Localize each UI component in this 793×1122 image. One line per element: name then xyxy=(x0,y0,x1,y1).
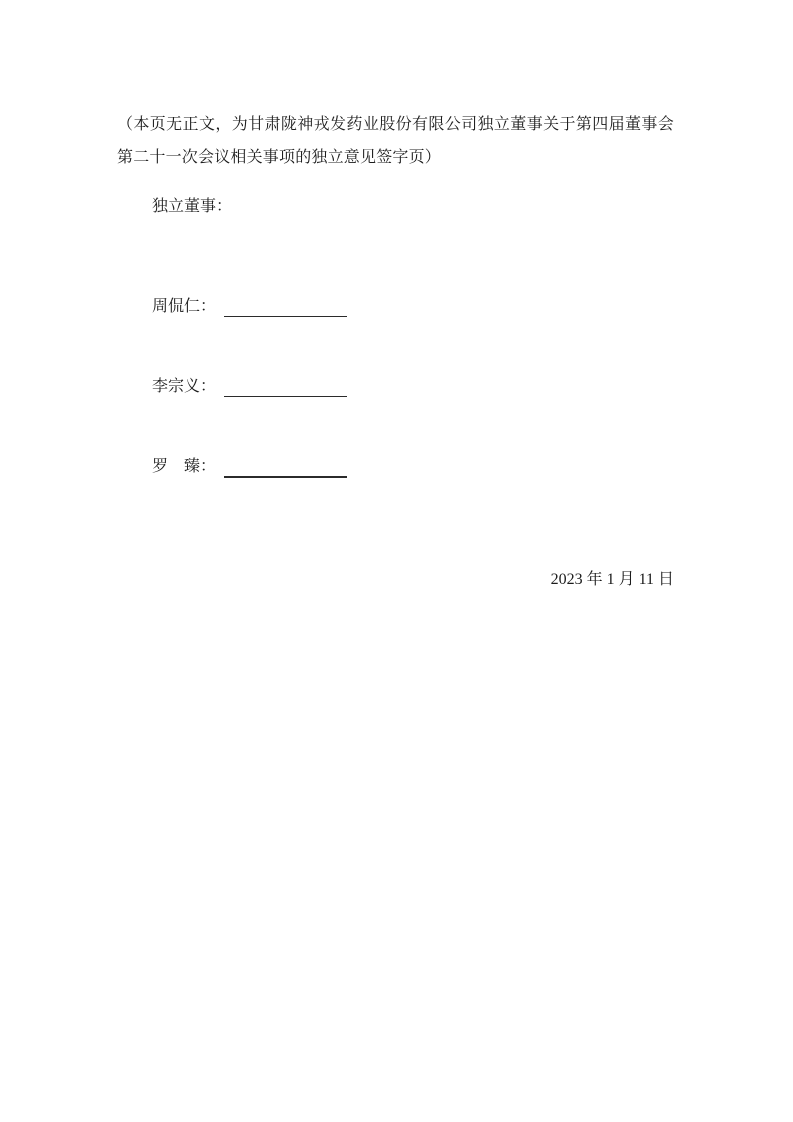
signature-line xyxy=(224,396,347,397)
independent-directors-label: 独立董事： xyxy=(152,198,233,215)
signatory-name: 李宗义： xyxy=(152,378,217,395)
signatory-name: 周侃仁： xyxy=(152,298,217,315)
no-body-statement: （本页无正文，为甘肃陇神戎发药业股份有限公司独立董事关于第四届董事会第二十一次会议相关事项的独立意见签字页） xyxy=(117,116,674,166)
signature-line xyxy=(224,476,347,478)
signature-row xyxy=(152,376,216,402)
signature-row xyxy=(152,456,216,482)
signatory-name: 罗 臻： xyxy=(152,458,217,475)
document-date: 2023 年 1 月 11 日 xyxy=(550,571,674,588)
signature-line xyxy=(224,316,347,317)
signature-row xyxy=(152,296,216,322)
